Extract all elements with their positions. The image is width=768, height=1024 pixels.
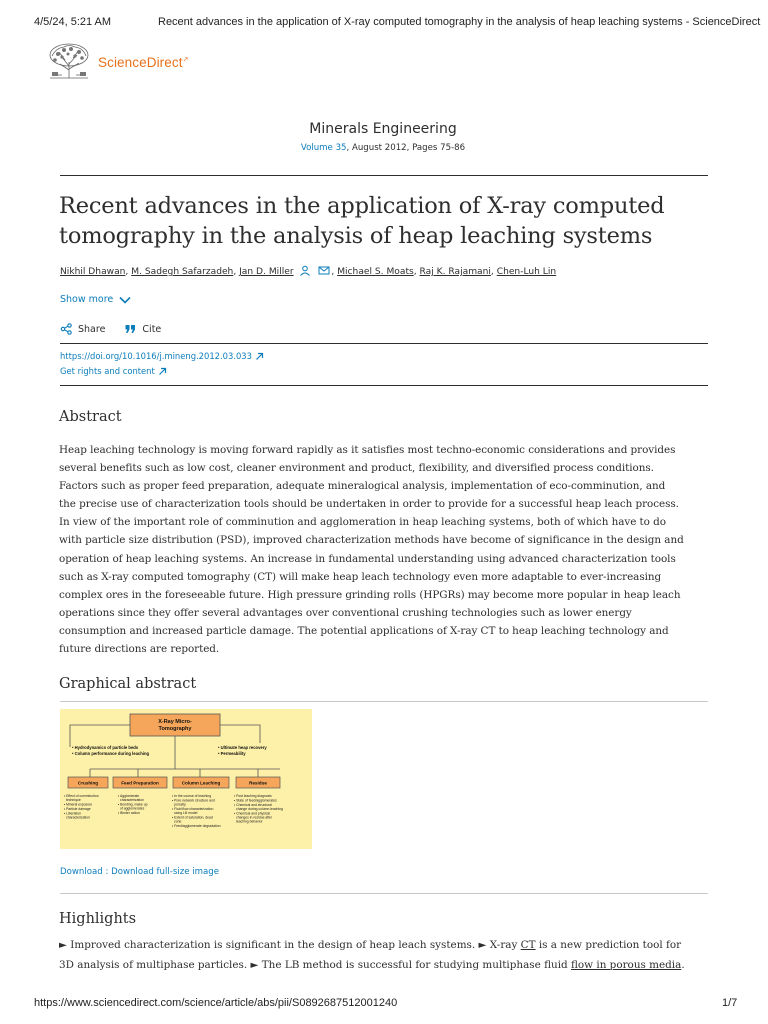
diagram-bullet: • Ultimate heap recovery: [218, 745, 267, 750]
abstract-line: such as X-ray computed tomography (CT) will make heap leach technology even more adaptable to ever-increasing: [59, 570, 662, 583]
diagram-item: characterization: [66, 815, 90, 820]
person-icon[interactable]: [299, 265, 311, 276]
diagram-bullet: • Hydrodynamics of particle beds: [72, 745, 139, 750]
abstract-line: future directions are reported.: [59, 643, 220, 656]
diagram-item: • Chemical and physical: [234, 811, 271, 816]
diagram-box-label: Column Leaching: [181, 780, 221, 786]
issue-details: , August 2012, Pages 75-86: [346, 143, 466, 153]
diagram-item: • Effect of comminution: [64, 794, 99, 798]
page-number: 1/7: [722, 997, 738, 1009]
diagram-item: leaching behavior: [236, 819, 263, 824]
divider: [60, 175, 708, 176]
author-link[interactable]: Michael S. Moats: [337, 267, 414, 277]
abstract-line: Heap leaching technology is moving forward rapidly as it satisfies most techno-economic considerations and provides: [59, 444, 676, 456]
quote-icon: [125, 324, 136, 334]
ct-term-link[interactable]: CT: [520, 939, 536, 951]
author-link[interactable]: Jan D. Miller: [239, 267, 294, 277]
abstract-line: Factors such as proper feed preparation, adequate mineralogical analysis, implementation of eco-comminution, and: [59, 480, 666, 493]
diagram-item: • Liberation: [64, 811, 82, 816]
abstract-heading: Abstract: [59, 409, 122, 425]
diagram-bullet: • Permeability: [218, 751, 246, 756]
author-link[interactable]: Chen-Luh Lin: [496, 267, 557, 277]
diagram-item: change during column leaching: [236, 807, 283, 811]
author-link[interactable]: M. Sadegh Safarzadeh: [131, 267, 234, 277]
article-title-line: tomography in the analysis of heap leaching systems: [59, 223, 653, 249]
highlights-line: [59, 956, 711, 976]
diagram-item: • In the course of leaching: [172, 794, 212, 798]
diagram-box-label: Crushing: [77, 780, 99, 786]
diagram-item: characterization: [120, 798, 144, 802]
article-title-line: Recent advances in the application of X-ray computed: [59, 193, 665, 219]
graphical-abstract-figure[interactable]: [60, 709, 312, 849]
share-label: Share: [78, 323, 106, 335]
abstract-line: with particle size distribution (PSD), improved characterization methods have become of significance in the design and: [59, 534, 684, 547]
article-title: [59, 191, 699, 251]
graphical-abstract-diagram: [60, 709, 312, 849]
diagram-item: • Chemical and structural: [234, 803, 272, 807]
volume-link[interactable]: Volume 35: [300, 143, 347, 153]
share-cite-bar: [60, 323, 181, 335]
cite-button[interactable]: [125, 324, 161, 335]
abstract-line: the precise use of characterization tools should be undertaken in order to provide for a successful heap leach process.: [59, 498, 679, 511]
issue-info: [0, 143, 766, 153]
diagram-root-label: X-Ray Micro-: [158, 719, 192, 725]
share-button[interactable]: [60, 323, 105, 335]
diagram-item: • Bonding, make up: [118, 802, 148, 807]
chevron-down-icon: [119, 296, 131, 304]
diagram-item: • State of feed/agglomerates: [234, 798, 277, 803]
diagram-item: • Fluid flow characterization: [172, 807, 214, 811]
divider: [60, 343, 708, 344]
rights-link[interactable]: [60, 366, 167, 376]
divider: [60, 893, 708, 894]
diagram-box-label: Feed Preparation: [121, 780, 159, 786]
divider: [60, 701, 708, 702]
print-title: Recent advances in the application of X-ray computed tomography in the analysis of heap leaching systems - ScienceDirect: [158, 16, 761, 28]
abstract-line: consumption and increased particle damage. The potential applications of X-ray CT to heap leaching technology and: [59, 624, 669, 637]
show-more-button[interactable]: [60, 294, 131, 305]
brand-name[interactable]: ScienceDirect↗: [98, 55, 189, 70]
external-link-icon: [158, 367, 167, 376]
diagram-item: • Agglomerate: [118, 794, 140, 798]
show-more-label: Show more: [60, 294, 114, 305]
diagram-item: • Extent of saturation, dead: [172, 815, 213, 820]
diagram-item: • Pore network structure and: [172, 798, 215, 803]
highlight-text: ► Improved characterization is significant in the design of heap leach systems. ► X-ray: [59, 939, 521, 951]
diagram-box-label: Residue: [249, 780, 267, 786]
highlights-body: [59, 936, 711, 975]
share-icon: [60, 323, 72, 335]
porous-media-term-link[interactable]: flow in porous media: [570, 958, 682, 971]
journal-name[interactable]: Minerals Engineering: [309, 121, 457, 137]
graphical-abstract-heading: Graphical abstract: [59, 676, 197, 692]
abstract-line: operations since they offer several advantages over conventional crushing technologies such as lower energy: [59, 606, 632, 619]
abstract-line: several benefits such as low cost, cleaner environment and product, flexibility, and diversified process conditions.: [59, 462, 654, 475]
abstract-body: [59, 441, 711, 658]
diagram-item: • Particle damage: [64, 807, 91, 811]
highlights-line: [59, 936, 711, 956]
diagram-bullet: • Column performance during leaching: [72, 751, 150, 756]
rights-text: Get rights and content: [60, 366, 155, 376]
highlights-heading: Highlights: [59, 911, 137, 927]
email-icon[interactable]: [318, 265, 331, 276]
print-url: https://www.sciencedirect.com/science/article/abs/pii/S0892687512001240: [34, 997, 398, 1009]
highlight-text: is a new prediction tool for: [535, 939, 682, 951]
diagram-item: • Post leaching diagnosis: [234, 794, 272, 798]
diagram-item: using LB model: [174, 811, 198, 815]
divider: [60, 385, 708, 386]
cite-label: Cite: [142, 323, 162, 335]
doi-text: https://doi.org/10.1016/j.mineng.2012.03.033: [60, 351, 252, 361]
diagram-item: changes in residue after: [236, 815, 273, 820]
elsevier-tree-logo-icon[interactable]: [46, 42, 92, 80]
external-link-icon: [255, 352, 264, 361]
abstract-line: In view of the important role of comminution and agglomeration in heap leaching systems, both of which have to do: [59, 516, 666, 529]
highlight-text: 3D analysis of multiphase particles. ► The LB method is successful for studying multiphase fluid: [59, 958, 571, 971]
highlight-text: .: [681, 958, 685, 971]
diagram-root-box: [130, 714, 220, 736]
author-list: Nikhil Dhawan, M. Sadegh Safarzadeh, Jan D. Miller , Michael S. Moats, Raj K. Rajamani, Chen-Luh Lin: [60, 267, 557, 277]
author-link[interactable]: Raj K. Rajamani: [419, 267, 491, 277]
diagram-item: • Binder action: [118, 811, 140, 815]
diagram-item: zone: [174, 819, 182, 824]
diagram-item: • Mineral exposure: [64, 802, 93, 807]
download-full-size-image-link[interactable]: Download : Download full-size image: [60, 867, 220, 877]
abstract-line: operation of heap leaching systems. An increase in fundamental understanding using advanced characterization tools: [59, 552, 676, 565]
diagram-root-label: Tomography: [158, 726, 192, 732]
diagram-item: technique: [66, 798, 81, 802]
print-date: 4/5/24, 5:21 AM: [34, 16, 112, 28]
diagram-item: porosity: [174, 802, 186, 807]
abstract-line: complex ores in the foreseeable future. High pressure grinding rolls (HPGRs) may become more popular in heap leach: [59, 588, 681, 601]
doi-link[interactable]: [60, 351, 264, 361]
author-link[interactable]: Nikhil Dhawan: [60, 267, 126, 277]
diagram-item: of agglomerates: [120, 806, 145, 811]
diagram-item: • Feed/agglomerate degradation: [172, 824, 221, 828]
